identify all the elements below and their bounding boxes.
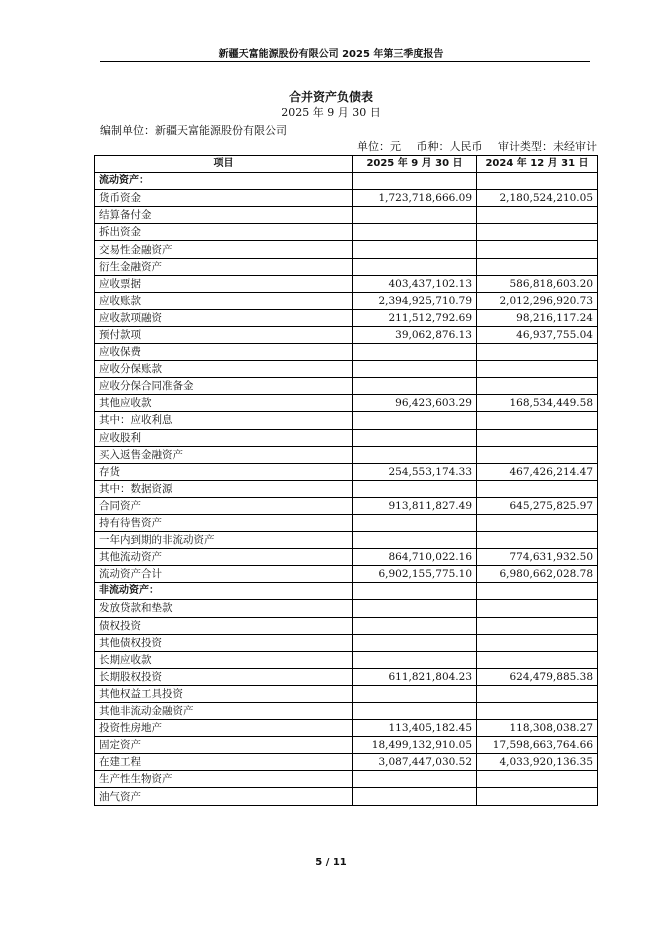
row-item-label: 应收股利 xyxy=(95,429,353,446)
table-row xyxy=(95,412,598,429)
value-2024: 2,180,524,210.05 xyxy=(477,190,598,207)
value-2025 xyxy=(353,258,477,275)
value-2024 xyxy=(477,651,598,668)
value-2025 xyxy=(353,173,477,190)
value-2024 xyxy=(477,412,598,429)
table-meta xyxy=(345,138,597,154)
row-item-label: 其中：应收利息 xyxy=(95,412,353,429)
table-row xyxy=(95,326,598,343)
row-item-label: 预付款项 xyxy=(95,326,353,343)
table-row xyxy=(95,480,598,497)
row-item-label: 交易性金融资产 xyxy=(95,241,353,258)
value-2025 xyxy=(353,344,477,361)
value-2025 xyxy=(353,361,477,378)
value-2025 xyxy=(353,600,477,617)
row-item-label: 存货 xyxy=(95,463,353,480)
document-title: 合并资产负债表 xyxy=(288,90,373,104)
table-row xyxy=(95,344,598,361)
value-2024: 624,479,885.38 xyxy=(477,668,598,685)
value-2024: 2,012,296,920.73 xyxy=(477,292,598,309)
table-row xyxy=(95,224,598,241)
value-2024 xyxy=(477,634,598,651)
value-2024 xyxy=(477,241,598,258)
value-2025: 18,499,132,910.05 xyxy=(353,737,477,754)
table-row xyxy=(95,207,598,224)
value-2025 xyxy=(353,771,477,788)
value-2024 xyxy=(477,532,598,549)
value-2025: 96,423,603.29 xyxy=(353,395,477,412)
value-2024 xyxy=(477,173,598,190)
value-2025: 2,394,925,710.79 xyxy=(353,292,477,309)
value-2025 xyxy=(353,241,477,258)
report-header-title: 新疆天富能源股份有限公司 2025 年第三季度报告 xyxy=(218,49,444,60)
value-2025 xyxy=(353,685,477,702)
table-row xyxy=(95,292,598,309)
table-row xyxy=(95,720,598,737)
table-row xyxy=(95,617,598,634)
table-row xyxy=(95,497,598,514)
row-item-label: 拆出资金 xyxy=(95,224,353,241)
value-2024: 586,818,603.20 xyxy=(477,275,598,292)
value-2024 xyxy=(477,224,598,241)
value-2024 xyxy=(477,480,598,497)
table-row xyxy=(95,788,598,805)
column-header-2024: 2024 年 12 月 31 日 xyxy=(477,156,598,173)
table-row xyxy=(95,685,598,702)
value-2025: 211,512,792.69 xyxy=(353,309,477,326)
table-row xyxy=(95,275,598,292)
value-2025: 3,087,447,030.52 xyxy=(353,754,477,771)
value-2024 xyxy=(477,361,598,378)
table-row xyxy=(95,634,598,651)
value-2024 xyxy=(477,703,598,720)
value-2024: 645,275,825.97 xyxy=(477,497,598,514)
balance-sheet-table xyxy=(94,155,598,806)
row-item-label: 应收保费 xyxy=(95,344,353,361)
value-2024: 4,033,920,136.35 xyxy=(477,754,598,771)
row-item-label: 投资性房地产 xyxy=(95,720,353,737)
row-item-label: 固定资产 xyxy=(95,737,353,754)
value-2025 xyxy=(353,532,477,549)
row-item-label: 油气资产 xyxy=(95,788,353,805)
value-2024: 46,937,755.04 xyxy=(477,326,598,343)
value-2025 xyxy=(353,412,477,429)
value-2025 xyxy=(353,583,477,600)
row-item-label: 一年内到期的非流动资产 xyxy=(95,532,353,549)
value-2024 xyxy=(477,258,598,275)
row-item-label: 其他非流动金融资产 xyxy=(95,703,353,720)
column-header-item: 项目 xyxy=(95,156,353,173)
table-row xyxy=(95,241,598,258)
page-number: 5 / 11 xyxy=(315,857,347,868)
row-item-label: 其中：数据资源 xyxy=(95,480,353,497)
value-2024 xyxy=(477,600,598,617)
value-2025 xyxy=(353,651,477,668)
value-2025 xyxy=(353,429,477,446)
table-row xyxy=(95,258,598,275)
table-row xyxy=(95,754,598,771)
row-item-label: 非流动资产： xyxy=(95,583,353,600)
value-2025 xyxy=(353,378,477,395)
table-row xyxy=(95,463,598,480)
currency-label: 币种：人民币 xyxy=(416,140,483,153)
value-2024 xyxy=(477,514,598,531)
value-2025 xyxy=(353,703,477,720)
row-item-label: 流动资产： xyxy=(95,173,353,190)
table-row xyxy=(95,532,598,549)
value-2025: 39,062,876.13 xyxy=(353,326,477,343)
row-item-label: 应收分保账款 xyxy=(95,361,353,378)
table-row xyxy=(95,173,598,190)
value-2025 xyxy=(353,634,477,651)
value-2025 xyxy=(353,617,477,634)
row-item-label: 衍生金融资产 xyxy=(95,258,353,275)
table-row xyxy=(95,737,598,754)
table-row xyxy=(95,309,598,326)
value-2024: 118,308,038.27 xyxy=(477,720,598,737)
value-2024: 6,980,662,028.78 xyxy=(477,566,598,583)
value-2025 xyxy=(353,224,477,241)
value-2024: 17,598,663,764.66 xyxy=(477,737,598,754)
table-row xyxy=(95,549,598,566)
document-date: 2025 年 9 月 30 日 xyxy=(281,106,381,119)
row-item-label: 应收账款 xyxy=(95,292,353,309)
table-row xyxy=(95,600,598,617)
value-2025: 611,821,804.23 xyxy=(353,668,477,685)
value-2025 xyxy=(353,514,477,531)
value-2025: 6,902,155,775.10 xyxy=(353,566,477,583)
row-item-label: 在建工程 xyxy=(95,754,353,771)
value-2025: 1,723,718,666.09 xyxy=(353,190,477,207)
value-2024 xyxy=(477,429,598,446)
compiler-line: 编制单位：新疆天富能源股份有限公司 xyxy=(100,124,287,137)
header-divider xyxy=(100,61,590,62)
value-2025 xyxy=(353,446,477,463)
row-item-label: 其他应收款 xyxy=(95,395,353,412)
value-2025 xyxy=(353,480,477,497)
table-row xyxy=(95,446,598,463)
value-2024 xyxy=(477,378,598,395)
row-item-label: 合同资产 xyxy=(95,497,353,514)
row-item-label: 其他债权投资 xyxy=(95,634,353,651)
unit-label: 单位：元 xyxy=(357,140,401,153)
table-row xyxy=(95,378,598,395)
table-row xyxy=(95,668,598,685)
row-item-label: 生产性生物资产 xyxy=(95,771,353,788)
table-row xyxy=(95,703,598,720)
row-item-label: 应收款项融资 xyxy=(95,309,353,326)
value-2024: 774,631,932.50 xyxy=(477,549,598,566)
value-2025: 864,710,022.16 xyxy=(353,549,477,566)
value-2024 xyxy=(477,617,598,634)
table-row xyxy=(95,583,598,600)
table-row xyxy=(95,361,598,378)
table-row xyxy=(95,514,598,531)
table-header-row xyxy=(95,156,598,173)
table-row xyxy=(95,651,598,668)
value-2024 xyxy=(477,788,598,805)
value-2025 xyxy=(353,207,477,224)
row-item-label: 其他权益工具投资 xyxy=(95,685,353,702)
row-item-label: 债权投资 xyxy=(95,617,353,634)
row-item-label: 结算备付金 xyxy=(95,207,353,224)
column-header-2025: 2025 年 9 月 30 日 xyxy=(353,156,477,173)
value-2024: 168,534,449.58 xyxy=(477,395,598,412)
table-row xyxy=(95,190,598,207)
value-2025: 913,811,827.49 xyxy=(353,497,477,514)
table-row xyxy=(95,771,598,788)
row-item-label: 货币资金 xyxy=(95,190,353,207)
value-2024 xyxy=(477,446,598,463)
table-row xyxy=(95,395,598,412)
value-2024 xyxy=(477,207,598,224)
row-item-label: 长期股权投资 xyxy=(95,668,353,685)
value-2025: 403,437,102.13 xyxy=(353,275,477,292)
value-2024 xyxy=(477,685,598,702)
value-2025 xyxy=(353,788,477,805)
value-2024: 467,426,214.47 xyxy=(477,463,598,480)
row-item-label: 发放贷款和垫款 xyxy=(95,600,353,617)
row-item-label: 其他流动资产 xyxy=(95,549,353,566)
row-item-label: 买入返售金融资产 xyxy=(95,446,353,463)
row-item-label: 应收票据 xyxy=(95,275,353,292)
table-row xyxy=(95,566,598,583)
table-row xyxy=(95,429,598,446)
value-2024: 98,216,117.24 xyxy=(477,309,598,326)
row-item-label: 持有待售资产 xyxy=(95,514,353,531)
row-item-label: 长期应收款 xyxy=(95,651,353,668)
value-2025: 254,553,174.33 xyxy=(353,463,477,480)
value-2024 xyxy=(477,771,598,788)
value-2024 xyxy=(477,344,598,361)
value-2024 xyxy=(477,583,598,600)
value-2025: 113,405,182.45 xyxy=(353,720,477,737)
audit-type-label: 审计类型：未经审计 xyxy=(498,140,597,153)
row-item-label: 流动资产合计 xyxy=(95,566,353,583)
row-item-label: 应收分保合同准备金 xyxy=(95,378,353,395)
